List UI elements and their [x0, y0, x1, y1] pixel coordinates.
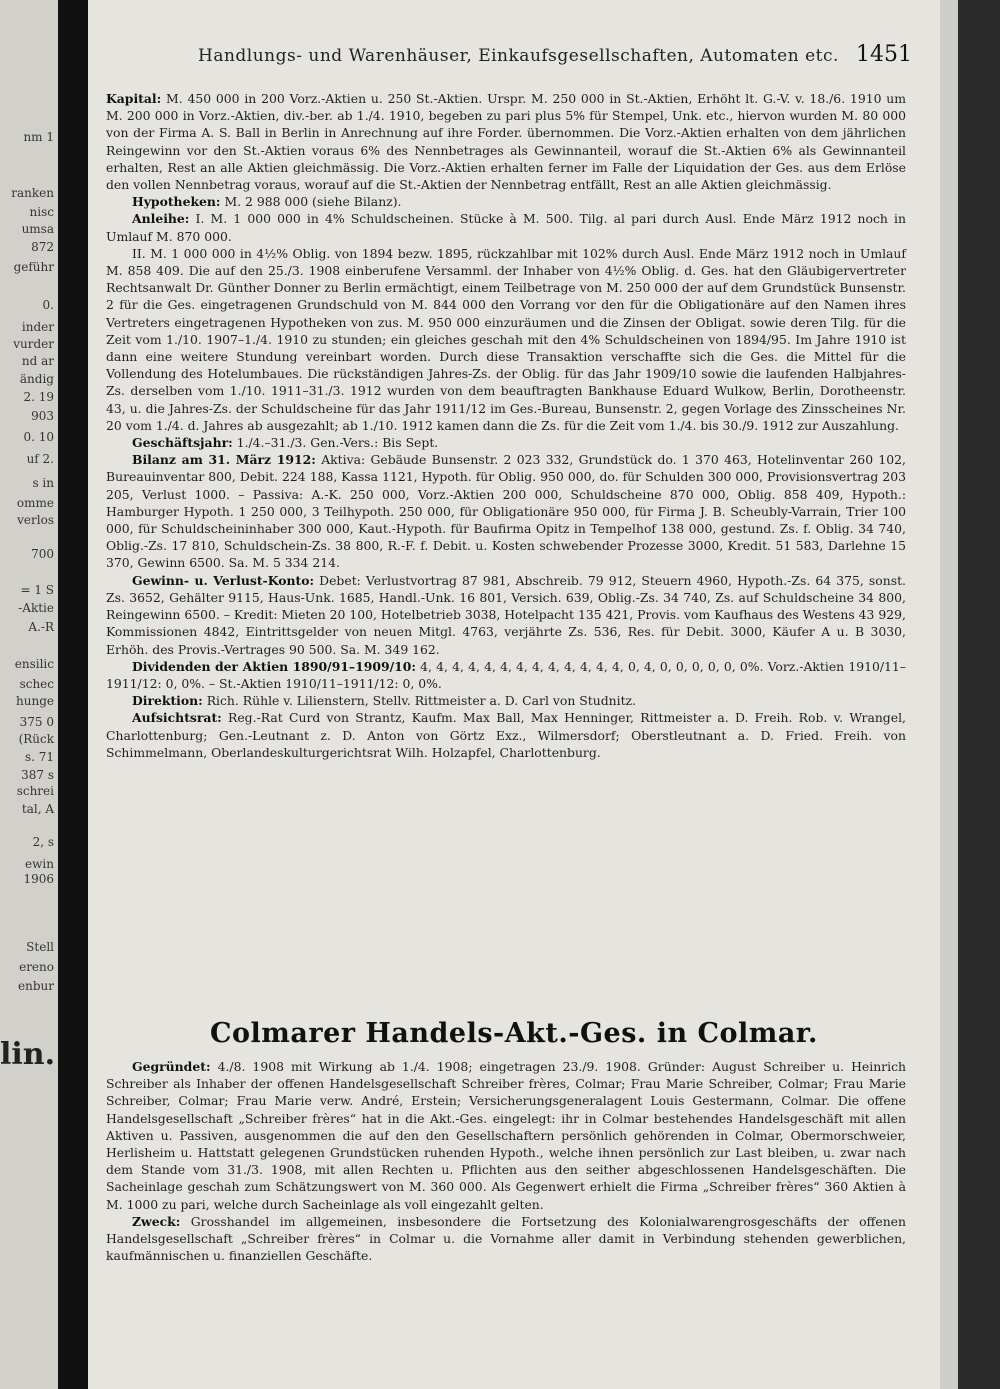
section-text: I. M. 1 000 000 in 4% Schuldscheinen. Stücke à M. 500. Tilg. al pari durch Ausl. Ende März 1912 noch in Umlauf M. 870 000.	[106, 211, 906, 244]
company-entry-body	[106, 1058, 906, 1264]
section-text: M. 2 988 000 (siehe Bilanz).	[224, 194, 402, 210]
left-fragment-line: 700	[31, 547, 54, 561]
left-fragment-line: schec	[19, 677, 54, 691]
left-page-big-text: lin.	[0, 1037, 56, 1072]
section-zweck	[106, 1213, 906, 1265]
left-fragment-line: nd ar	[21, 354, 54, 368]
section-label: Bilanz am 31. März 1912:	[132, 452, 316, 468]
book-gutter	[58, 0, 88, 1389]
section-label: Hypotheken:	[132, 194, 221, 210]
left-fragment-line: 0.	[42, 298, 54, 312]
section-label: Kapital:	[106, 91, 162, 106]
left-fragment-line: s in	[32, 476, 54, 490]
left-fragment-line: Stell	[26, 940, 54, 954]
left-fragment-line: 375 0	[19, 715, 54, 729]
background-shadow	[958, 0, 1000, 1389]
left-fragment-line: ändig	[19, 372, 54, 386]
left-fragment-line: 872	[31, 240, 54, 254]
section-text: 4./8. 1908 mit Wirkung ab 1./4. 1908; eingetragen 23./9. 1908. Gründer: August Schreiber u. Heinrich Schreiber als Inhaber der offenen Handelsgesellschaft Schreiber frères, Colmar; Frau Marie Schreiber, Colmar; Frau Marie Schreiber, Colmar; Frau Marie verw. André, Erstein; Versicherungsgeneralagent Louis Gestermann, Colmar. Die offene Handelsgesellschaft „Schreiber frères“ hat in die Akt.-Ges. eingelegt: ihr in Colmar bestehendes Handelsgeschäft mit allen Aktiven u. Passiven, ausgenommen die auf den den Gesellschaftern persönlich gehörenden in Colmar, Obermorschweier, Herlisheim u. Hattstatt gelegenen Grundstücken ruhenden Hypoth., welche ihnen persönlich zur Last bleiben, u. zwar nach dem Stande vom 31./3. 1908, mit allen Rechten u. Pflichten aus den seither abgeschlossenen Handelsgeschäften. Die Sacheinlage geschah zum Schätzungswert von M. 360 000. Als Gegenwert erhielt die Firma „Schreiber frères“ 360 Aktien à M. 1000 zu pari, welche durch Sacheinlage als voll eingezahlt gelten.	[106, 1059, 906, 1212]
left-fragment-line: = 1 S	[20, 583, 54, 597]
section-bilanz	[106, 451, 906, 571]
left-page-fragment	[0, 0, 58, 1389]
section-gewinn-verlust	[106, 572, 906, 658]
left-fragment-line: schrei	[16, 784, 54, 798]
section-label: Gewinn- u. Verlust-Konto:	[132, 572, 315, 588]
running-title: Handlungs- und Warenhäuser, Einkaufsgesellschaften, Automaten etc.	[198, 46, 839, 66]
left-fragment-line: 903	[31, 409, 54, 423]
left-fragment-line: omme	[16, 496, 54, 510]
left-fragment-line: s. 71	[24, 750, 54, 764]
left-fragment-line: inder	[21, 320, 54, 334]
page-header	[102, 40, 912, 74]
section-hypotheken	[106, 193, 906, 210]
section-geschaeftsjahr	[106, 434, 906, 451]
left-fragment-line: ensilic	[14, 657, 54, 671]
section-label: Gegründet:	[132, 1059, 211, 1074]
section-text: 1./4.–31./3. Gen.-Vers.: Bis Sept.	[236, 435, 439, 451]
section-text: Grosshandel im allgemeinen, insbesondere die Fortsetzung des Kolonialwarengrosgeschäfts der offenen Handelsgesellschaft „Schreiber frères“ in Colmar u. die Vornahme aller damit in Verbindung stehenden gewerblichen, kaufmännischen u. finanziellen Geschäfte.	[106, 1213, 906, 1264]
section-text: M. 450 000 in 200 Vorz.-Aktien u. 250 St.-Aktien. Urspr. M. 250 000 in St.-Aktien, Erhöht lt. G.-V. v. 18./6. 1910 um M. 200 000 in Vorz.-Aktien, div.-ber. ab 1./4. 1910, begeben zu pari plus 5% für Stempel, Unk. etc., hiervon wurden M. 80 000 von der Firma A. S. Ball in Berlin in Anrechnung auf ihre Forder. übernommen. Die Vorz.-Aktien erhalten von dem jährlichen Reingewinn vor den St.-Aktien voraus 6% des Nennbetrages als Gewinnanteil, worauf die St.-Aktien 6% als Gewinnanteil erhalten, Rest an alle Aktien gleichmässig. Die Vorz.-Aktien erhalten ferner im Falle der Liquidation der Ges. aus dem Erlöse den vollen Nennbetrag voraus, worauf auf die St.-Aktien der Nennbetrag entfällt, Rest an alle Aktien gleichmässig.	[106, 91, 906, 193]
left-fragment-line: 2. 19	[23, 390, 54, 404]
left-fragment-line: hunge	[16, 694, 54, 708]
left-fragment-line: tal, A	[21, 802, 54, 816]
left-fragment-line: A.-R	[28, 620, 54, 634]
page-number: 1451	[856, 42, 912, 67]
left-fragment-line: vurder	[13, 337, 54, 351]
left-fragment-line: nisc	[29, 205, 54, 219]
section-dividenden	[106, 658, 906, 692]
left-fragment-line: enbur	[18, 979, 54, 993]
left-fragment-line: ereno	[19, 960, 54, 974]
left-fragment-line: (Rück	[18, 732, 54, 746]
left-fragment-line: ewin	[25, 857, 54, 871]
left-fragment-line: nm 1	[23, 130, 54, 144]
entry-body	[106, 90, 906, 761]
left-fragment-line: verlos	[17, 513, 54, 527]
section-label: Geschäftsjahr:	[132, 435, 233, 451]
left-fragment-line: 2, s	[32, 835, 54, 849]
section-gegruendet	[106, 1058, 906, 1213]
section-label: Dividenden der Aktien 1890/91–1909/10:	[132, 658, 416, 674]
company-title: Colmarer Handels-Akt.-Ges. in Colmar.	[210, 1018, 818, 1049]
left-fragment-line: 1906	[23, 872, 54, 886]
left-fragment-line: -Aktie	[18, 601, 54, 615]
section-label: Anleihe:	[132, 211, 190, 227]
section-text: Aktiva: Gebäude Bunsenstr. 2 023 332, Grundstück do. 1 370 463, Hotelinventar 260 102, Bureauinventar 800, Debit. 224 188, Kassa 1121, Hypoth. für Oblig. 950 000, do. für Schulden 300 000, Provisionsvertrag 203 205, Verlust 1000. – Passiva: A.-K. 250 000, Vorz.-Aktien 200 000, Schuldscheine 870 000, Oblig. 858 409, Hypoth.: Hamburger Hypoth. 1 250 000, 3 Teilhypoth. 250 000, für Obligationäre 950 000, für Firma J. B. Scheubly-Varrain, Trier 100 000, für Schuldscheininhaber 300 000, Kaut.-Hypoth. für Baufirma Opitz in Tempelhof 138 000, gestund. Zs. f. Oblig. 34 740, Oblig.-Zs. 17 810, Schuldschein-Zs. 38 800, R.-F. f. Debit. u. Kosten schwebender Prozesse 3000, Kredit. 51 583, Darlehne 15 370, Gewinn 6500. Sa. M. 5 334 214.	[106, 452, 906, 571]
section-anleihe-2	[106, 245, 906, 434]
section-label: Direktion:	[132, 693, 203, 709]
document-page	[88, 0, 940, 1389]
section-kapital	[106, 90, 906, 193]
section-label: Aufsichtsrat:	[132, 710, 222, 726]
left-fragment-line: 387 s	[21, 768, 54, 782]
left-fragment-line: umsa	[21, 222, 54, 236]
left-fragment-line: 0. 10	[23, 430, 54, 444]
section-text: 4, 4, 4, 4, 4, 4, 4, 4, 4, 4, 4, 4, 4, 0, 4, 0, 0, 0, 0, 0, 0%. Vorz.-Aktien 1910/11–1911/12: 0, 0%. – St.-Aktien 1910/11–1911/12: 0, 0%.	[106, 658, 906, 691]
left-fragment-line: geführ	[13, 260, 54, 274]
section-text: Rich. Rühle v. Lilienstern, Stellv. Rittmeister a. D. Carl von Studnitz.	[206, 693, 637, 709]
section-aufsichtsrat	[106, 709, 906, 761]
section-anleihe	[106, 210, 906, 244]
section-label: Zweck:	[132, 1213, 181, 1229]
section-text: Debet: Verlustvortrag 87 981, Abschreib. 79 912, Steuern 4960, Hypoth.-Zs. 64 375, sonst. Zs. 3652, Gehälter 9115, Haus-Unk. 1685, Handl.-Unk. 16 801, Versich. 639, Oblig.-Zs. 34 740, Zs. auf Schuldscheine 34 800, Reingewinn 6500. – Kredit: Mieten 20 100, Hotelbetrieb 3038, Hotelpacht 135 421, Provis. vom Kaufhaus des Westens 43 929, Kommissionen 4842, Eintrittsgelder von neuen Mitgl. 4763, verjährte Zs. 536, Res. für Debit. 3000, Käufer A u. B 3030, Erhöh. des Provis.-Vertrages 90 500. Sa. M. 349 162.	[106, 572, 906, 657]
left-fragment-line: ranken	[11, 186, 54, 200]
section-text: Reg.-Rat Curd von Strantz, Kaufm. Max Ball, Max Henninger, Rittmeister a. D. Freih. Rob. v. Wrangel, Charlottenburg; Gen.-Leutnant z. D. Anton von Görtz Exz., Wilmersdorf; Oberstleutnant a. D. Fried. Freih. von Schimmelmann, Oberlandeskulturgerichtsrat Wilh. Holzapfel, Charlottenburg.	[106, 710, 906, 760]
left-fragment-line: uf 2.	[26, 452, 54, 466]
section-text: II. M. 1 000 000 in 4½% Oblig. von 1894 bezw. 1895, rückzahlbar mit 102% durch Ausl. Ende März 1912 noch in Umlauf M. 858 409. Die auf den 25./3. 1908 einberufene Versamml. der Inhaber von 4½% Oblig. d. Ges. hat den Gläubigervertreter Rechtsanwalt Dr. Günther Donner zu Berlin ermächtigt, einem Teilbetrage von M. 250 000 der auf dem Grundstück Bunsenstr. 2 für die Ges. eingetragenen Grundschuld von M. 844 000 den Vorrang vor den für die Obligationäre auf den Namen ihres Vertreters eingetragenen Hypotheken von zus. M. 950 000 einzuräumen und die Zinsen der Obligat. sowie deren Tilg. für die Zeit vom 1./10. 1907–1./4. 1910 zu stunden; ein gleiches geschah mit den 4% Schuldscheinen von 1894/95. Im Jahre 1910 ist dann eine weitere Stundung vereinbart worden. Durch diese Transaktion verschaffte sich die Ges. die Mittel für die Vollendung des Hotelumbaues. Die rückständigen Jahres-Zs. der Oblig. für das Jahr 1909/10 sowie die laufenden Halbjahres-Zs. derselben vom 1./10. 1911–31./3. 1912 wurden von dem beauftragten Bankhause Eduard Wulkow, Berlin, Dorotheenstr. 43, u. die Jahres-Zs. der Schuldscheine für das Jahr 1911/12 im Ges.-Bureau, Bunsenstr. 2, gegen Vorlage des Zinsscheines Nr. 20 vom 1./4. d. Jahres ab ausgezahlt; ab 1./10. 1912 kamen dann die Zs. für die Zeit vom 1./4. bis 30./9. 1912 zur Auszahlung.	[106, 245, 906, 433]
right-page-edge	[940, 0, 1000, 1389]
section-direktion	[106, 692, 906, 709]
